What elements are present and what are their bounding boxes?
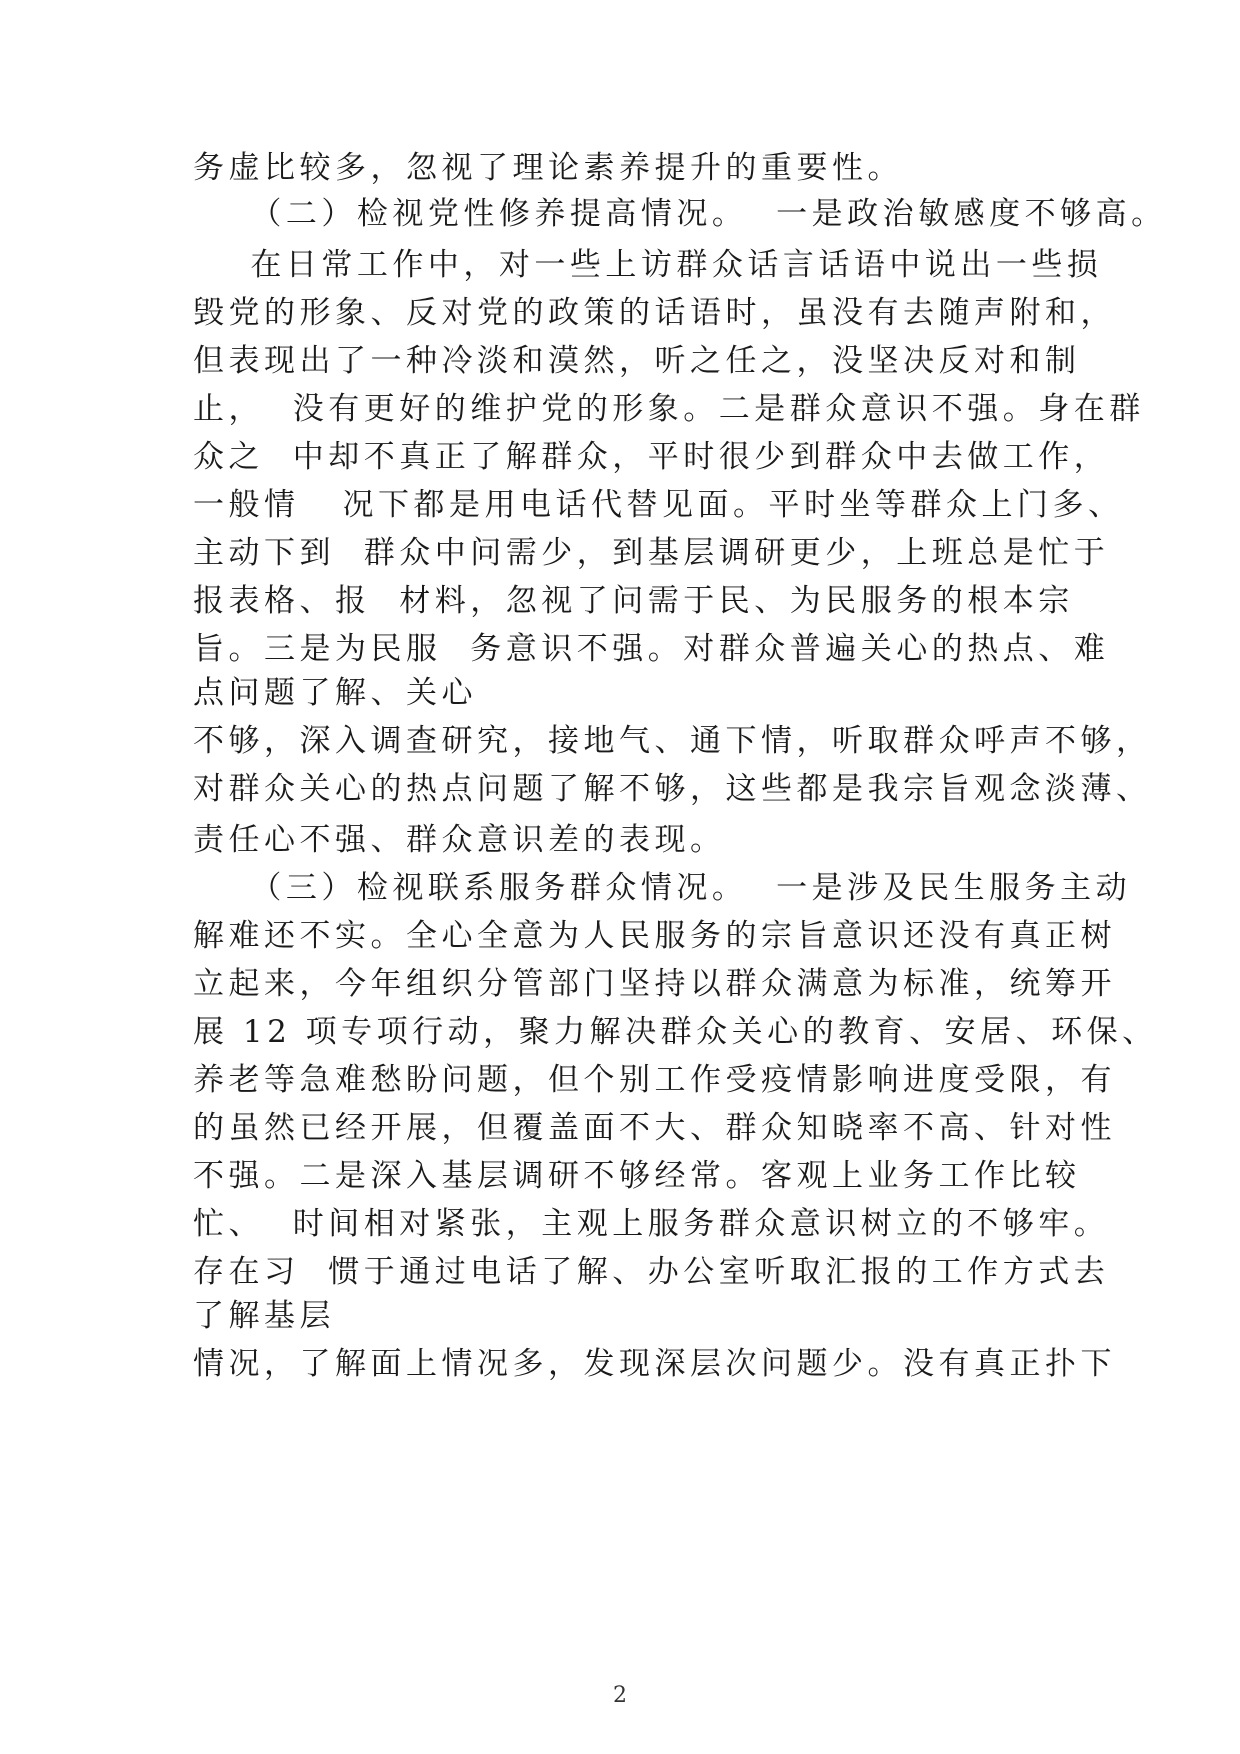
text-line: 不够，深入调查研究，接地气、通下情，听取群众呼声不够，: [193, 723, 1152, 759]
text-line: （二）检视党性修养提高情况。 一是政治敏感度不够高。: [193, 196, 1167, 232]
text-line: 展 12 项专项行动，聚力解决群众关心的教育、安居、环保、: [193, 1014, 1158, 1050]
text-line: 旨。三是为民服 务意识不强。对群众普遍关心的热点、难: [193, 631, 1110, 667]
text-line: 忙、 时间相对紧张，主观上服务群众意识树立的不够牢。: [193, 1206, 1110, 1242]
text-line: 存在习 惯于通过电话了解、办公室听取汇报的工作方式去: [193, 1254, 1110, 1290]
text-line: 众之 中却不真正了解群众，平时很少到群众中去做工作，: [193, 439, 1110, 475]
text-line: 但表现出了一种冷淡和漠然，听之任之，没坚决反对和制: [193, 343, 1081, 379]
text-line: 立起来，今年组织分管部门坚持以群众满意为标准，统筹开: [193, 966, 1116, 1002]
text-line: 在日常工作中，对一些上访群众话言话语中说出一些损: [193, 247, 1103, 283]
text-line: 解难还不实。全心全意为人民服务的宗旨意识还没有真正树: [193, 918, 1116, 954]
text-line: 主动下到 群众中问需少，到基层调研更少，上班总是忙于: [193, 535, 1110, 571]
text-line: 责任心不强、群众意识差的表现。: [193, 822, 726, 858]
text-line: 对群众关心的热点问题了解不够，这些都是我宗旨观念淡薄、: [193, 771, 1152, 807]
text-line: 点问题了解、关心: [193, 675, 477, 711]
text-line: 情况，了解面上情况多，发现深层次问题少。没有真正扑下: [193, 1346, 1116, 1382]
text-line: 不强。二是深入基层调研不够经常。客观上业务工作比较: [193, 1158, 1081, 1194]
text-line: 了解基层: [193, 1298, 335, 1334]
text-line: （三）检视联系服务群众情况。 一是涉及民生服务主动: [193, 870, 1132, 906]
text-line: 毁党的形象、反对党的政策的话语时，虽没有去随声附和，: [193, 295, 1116, 331]
page-number: 2: [613, 1683, 627, 1708]
text-line: 养老等急难愁盼问题，但个别工作受疫情影响进度受限，有: [193, 1062, 1116, 1098]
text-line: 务虚比较多，忽视了理论素养提升的重要性。: [193, 150, 903, 186]
text-line: 一般情 况下都是用电话代替见面。平时坐等群众上门多、: [193, 487, 1124, 523]
text-line: 的虽然已经开展，但覆盖面不大、群众知晓率不高、针对性: [193, 1110, 1116, 1146]
text-line: 报表格、报 材料，忽视了问需于民、为民服务的根本宗: [193, 583, 1074, 619]
text-line: 止， 没有更好的维护党的形象。二是群众意识不强。身在群: [193, 391, 1145, 427]
